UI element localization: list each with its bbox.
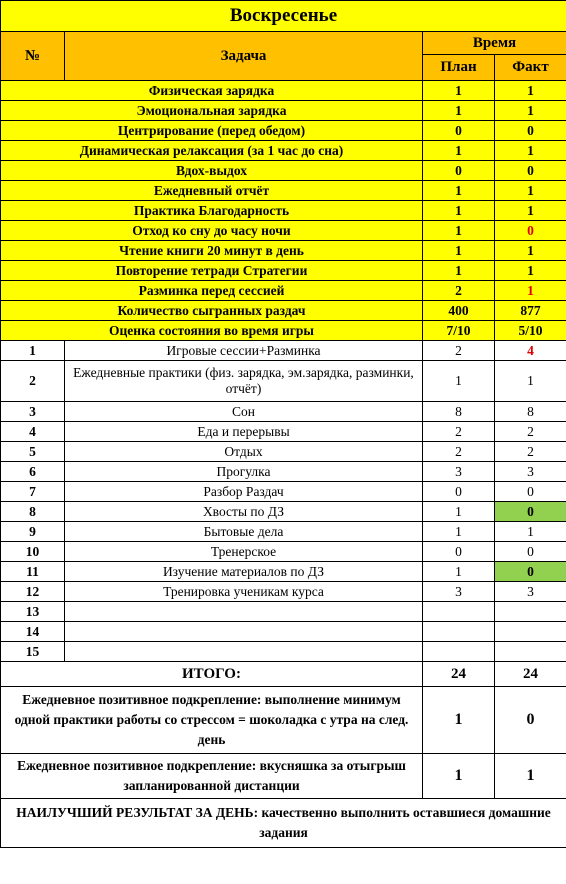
reinforcement-row bbox=[1, 754, 566, 799]
task-name: Сон bbox=[65, 402, 423, 422]
practice-name: Центрирование (перед обедом) bbox=[1, 121, 423, 141]
task-name: Изучение материалов по ДЗ bbox=[65, 562, 423, 582]
practice-plan: 1 bbox=[423, 261, 495, 281]
task-row bbox=[1, 502, 566, 522]
practice-row bbox=[1, 261, 566, 281]
practice-row bbox=[1, 121, 566, 141]
task-plan: 3 bbox=[423, 462, 495, 482]
best-result-text: НАИЛУЧШИЙ РЕЗУЛЬТАТ ЗА ДЕНЬ: качественно выполнить оставшиеся домашние задания bbox=[1, 799, 566, 848]
practice-name: Эмоциональная зарядка bbox=[1, 101, 423, 121]
practice-row bbox=[1, 281, 566, 301]
practice-row bbox=[1, 221, 566, 241]
practice-name: Количество сыгранных раздач bbox=[1, 301, 423, 321]
practice-fact: 1 bbox=[495, 181, 566, 201]
practice-name: Чтение книги 20 минут в день bbox=[1, 241, 423, 261]
task-row bbox=[1, 422, 566, 442]
total-plan: 24 bbox=[423, 662, 495, 687]
task-name: Хвосты по ДЗ bbox=[65, 502, 423, 522]
row-number: 6 bbox=[1, 462, 65, 482]
practice-plan: 400 bbox=[423, 301, 495, 321]
row-number: 4 bbox=[1, 422, 65, 442]
practice-fact: 877 bbox=[495, 301, 566, 321]
row-number: 2 bbox=[1, 361, 65, 402]
practice-plan: 1 bbox=[423, 101, 495, 121]
task-row bbox=[1, 402, 566, 422]
task-row bbox=[1, 442, 566, 462]
task-row bbox=[1, 361, 566, 402]
practice-name: Повторение тетради Стратегии bbox=[1, 261, 423, 281]
task-plan: 0 bbox=[423, 482, 495, 502]
practice-fact: 1 bbox=[495, 261, 566, 281]
practice-row bbox=[1, 161, 566, 181]
reinforcement-row bbox=[1, 687, 566, 754]
day-title: Воскресенье bbox=[1, 1, 566, 32]
practice-name: Отход ко сну до часу ночи bbox=[1, 221, 423, 241]
task-header: Задача bbox=[65, 32, 423, 81]
row-number: 12 bbox=[1, 582, 65, 602]
row-number: 7 bbox=[1, 482, 65, 502]
row-number: 10 bbox=[1, 542, 65, 562]
task-name: Игровые сессии+Разминка bbox=[65, 341, 423, 361]
row-number: 9 bbox=[1, 522, 65, 542]
practice-row bbox=[1, 81, 566, 101]
task-name: Прогулка bbox=[65, 462, 423, 482]
task-plan: 1 bbox=[423, 522, 495, 542]
task-plan: 2 bbox=[423, 422, 495, 442]
practice-name: Оценка состояния во время игры bbox=[1, 321, 423, 341]
task-fact: 0 bbox=[495, 482, 566, 502]
practice-fact: 1 bbox=[495, 241, 566, 261]
practice-row bbox=[1, 241, 566, 261]
practice-plan: 0 bbox=[423, 161, 495, 181]
practice-name: Физическая зарядка bbox=[1, 81, 423, 101]
task-name: Ежедневные практики (физ. зарядка, эм.зарядка, разминки, отчёт) bbox=[65, 361, 423, 402]
practice-fact: 1 bbox=[495, 101, 566, 121]
practice-fact: 1 bbox=[495, 141, 566, 161]
task-row bbox=[1, 482, 566, 502]
task-fact bbox=[495, 602, 566, 622]
practice-name: Вдох-выдох bbox=[1, 161, 423, 181]
task-fact: 1 bbox=[495, 361, 566, 402]
task-plan: 8 bbox=[423, 402, 495, 422]
row-number: 3 bbox=[1, 402, 65, 422]
practice-row bbox=[1, 181, 566, 201]
practice-fact: 1 bbox=[495, 281, 566, 301]
task-name bbox=[65, 642, 423, 662]
row-number: 14 bbox=[1, 622, 65, 642]
task-plan: 1 bbox=[423, 562, 495, 582]
task-row bbox=[1, 341, 566, 361]
practice-fact: 0 bbox=[495, 221, 566, 241]
task-fact bbox=[495, 642, 566, 662]
total-label: ИТОГО: bbox=[1, 662, 423, 687]
task-name: Тренерское bbox=[65, 542, 423, 562]
task-row bbox=[1, 462, 566, 482]
task-fact: 4 bbox=[495, 341, 566, 361]
task-plan: 2 bbox=[423, 341, 495, 361]
task-row bbox=[1, 582, 566, 602]
practice-plan: 2 bbox=[423, 281, 495, 301]
task-plan: 2 bbox=[423, 442, 495, 462]
fact-header: Факт bbox=[495, 55, 566, 81]
task-name: Еда и перерывы bbox=[65, 422, 423, 442]
practice-name: Практика Благодарность bbox=[1, 201, 423, 221]
task-plan bbox=[423, 642, 495, 662]
task-fact bbox=[495, 622, 566, 642]
practice-name: Ежедневный отчёт bbox=[1, 181, 423, 201]
row-number: 15 bbox=[1, 642, 65, 662]
practice-fact: 0 bbox=[495, 161, 566, 181]
practice-plan: 1 bbox=[423, 181, 495, 201]
task-name bbox=[65, 622, 423, 642]
task-fact: 0 bbox=[495, 562, 566, 582]
practice-row bbox=[1, 201, 566, 221]
reinforcement-fact: 1 bbox=[495, 754, 566, 799]
task-plan bbox=[423, 622, 495, 642]
plan-header: План bbox=[423, 55, 495, 81]
practice-plan: 0 bbox=[423, 121, 495, 141]
time-header: Время bbox=[423, 32, 566, 55]
practice-plan: 1 bbox=[423, 141, 495, 161]
task-name: Разбор Раздач bbox=[65, 482, 423, 502]
practice-fact: 5/10 bbox=[495, 321, 566, 341]
row-number: 1 bbox=[1, 341, 65, 361]
practice-plan: 1 bbox=[423, 221, 495, 241]
practice-name: Разминка перед сессией bbox=[1, 281, 423, 301]
task-name: Отдых bbox=[65, 442, 423, 462]
task-plan bbox=[423, 602, 495, 622]
practice-name: Динамическая релаксация (за 1 час до сна) bbox=[1, 141, 423, 161]
task-plan: 3 bbox=[423, 582, 495, 602]
task-name: Бытовые дела bbox=[65, 522, 423, 542]
practice-row bbox=[1, 301, 566, 321]
practice-plan: 7/10 bbox=[423, 321, 495, 341]
row-number: 5 bbox=[1, 442, 65, 462]
task-fact: 8 bbox=[495, 402, 566, 422]
reinforcement-plan: 1 bbox=[423, 754, 495, 799]
task-plan: 0 bbox=[423, 542, 495, 562]
row-number: 13 bbox=[1, 602, 65, 622]
row-number: 11 bbox=[1, 562, 65, 582]
task-plan: 1 bbox=[423, 361, 495, 402]
practice-fact: 0 bbox=[495, 121, 566, 141]
practice-plan: 1 bbox=[423, 81, 495, 101]
practice-row bbox=[1, 101, 566, 121]
practice-plan: 1 bbox=[423, 201, 495, 221]
task-name: Тренировка ученикам курса bbox=[65, 582, 423, 602]
task-fact: 0 bbox=[495, 502, 566, 522]
reinforcement-text: Ежедневное позитивное подкрепление: вкусняшка за отыгрыш запланированной дистанции bbox=[1, 754, 423, 799]
task-fact: 3 bbox=[495, 462, 566, 482]
practice-fact: 1 bbox=[495, 81, 566, 101]
task-row bbox=[1, 622, 566, 642]
reinforcement-plan: 1 bbox=[423, 687, 495, 754]
practice-row bbox=[1, 141, 566, 161]
practice-row bbox=[1, 321, 566, 341]
task-name bbox=[65, 602, 423, 622]
task-fact: 0 bbox=[495, 542, 566, 562]
task-row bbox=[1, 602, 566, 622]
row-number: 8 bbox=[1, 502, 65, 522]
number-header: № bbox=[1, 32, 65, 81]
task-row bbox=[1, 642, 566, 662]
task-row bbox=[1, 542, 566, 562]
task-fact: 3 bbox=[495, 582, 566, 602]
total-fact: 24 bbox=[495, 662, 566, 687]
reinforcement-fact: 0 bbox=[495, 687, 566, 754]
practice-fact: 1 bbox=[495, 201, 566, 221]
practice-plan: 1 bbox=[423, 241, 495, 261]
task-row bbox=[1, 522, 566, 542]
task-fact: 1 bbox=[495, 522, 566, 542]
task-row bbox=[1, 562, 566, 582]
reinforcement-text: Ежедневное позитивное подкрепление: выполнение минимум одной практики работы со стрессом = шоколадка с утра на след. день bbox=[1, 687, 423, 754]
task-fact: 2 bbox=[495, 442, 566, 462]
task-plan: 1 bbox=[423, 502, 495, 522]
task-fact: 2 bbox=[495, 422, 566, 442]
best-result-row bbox=[1, 799, 566, 848]
total-row bbox=[1, 662, 566, 687]
